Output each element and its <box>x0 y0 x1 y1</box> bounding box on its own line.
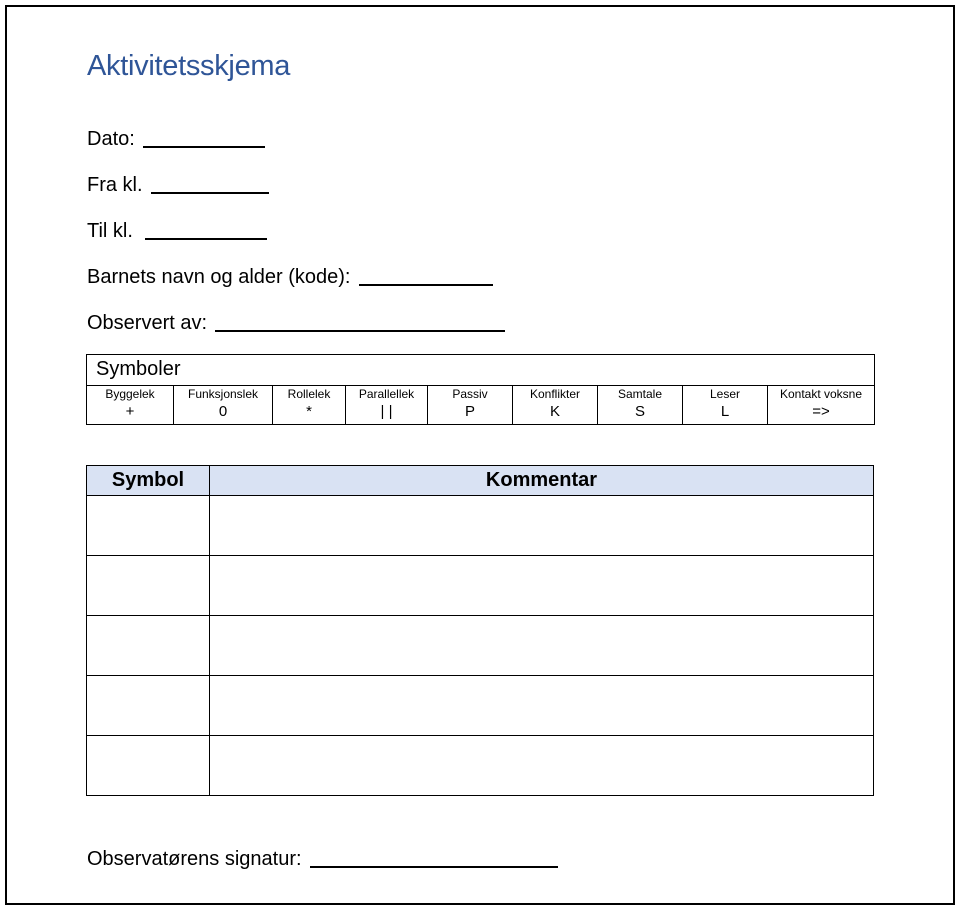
comment-cell[interactable] <box>210 676 874 736</box>
symbols-header: Symboler <box>87 355 875 386</box>
symbol-cell-passiv: Passiv P <box>428 386 513 425</box>
symbol-cell[interactable] <box>87 736 210 796</box>
page-title: Aktivitetsskjema <box>87 50 291 82</box>
comment-cell[interactable] <box>210 556 874 616</box>
symbol-cell-rollelek: Rollelek * <box>273 386 346 425</box>
comment-cell[interactable] <box>210 736 874 796</box>
symbol-cell-byggelek: Byggelek + <box>87 386 174 425</box>
symbol-cell-funksjonslek: Funksjonslek 0 <box>174 386 273 425</box>
signature-input-line[interactable] <box>310 865 558 868</box>
comment-cell[interactable] <box>210 496 874 556</box>
signature-field <box>87 848 558 871</box>
comment-cell[interactable] <box>210 616 874 676</box>
to-time-field <box>87 220 267 243</box>
observation-log-table <box>86 465 874 796</box>
column-header-kommentar: Kommentar <box>210 466 874 496</box>
from-time-input-line[interactable] <box>151 191 269 194</box>
date-input-line[interactable] <box>143 145 265 148</box>
table-row <box>87 736 874 796</box>
date-field <box>87 128 265 151</box>
symbol-cell-samtale: Samtale S <box>598 386 683 425</box>
symbol-cell[interactable] <box>87 676 210 736</box>
from-time-field <box>87 174 269 197</box>
symbol-cell-kontakt-voksne: Kontakt voksne => <box>768 386 875 425</box>
symbol-cell-leser: Leser L <box>683 386 768 425</box>
to-time-label: Til kl. <box>87 220 133 242</box>
to-time-input-line[interactable] <box>145 237 267 240</box>
symbol-cell[interactable] <box>87 496 210 556</box>
observed-by-label: Observert av: <box>87 312 208 334</box>
column-header-symbol: Symbol <box>87 466 210 496</box>
symbol-cell-konflikter: Konflikter K <box>513 386 598 425</box>
table-row <box>87 616 874 676</box>
symbol-cell-parallellek: Parallellek | | <box>346 386 428 425</box>
table-row <box>87 676 874 736</box>
observed-by-input-line[interactable] <box>215 329 505 332</box>
child-name-label: Barnets navn og alder (kode): <box>87 266 351 288</box>
symbol-cell[interactable] <box>87 616 210 676</box>
from-time-label: Fra kl. <box>87 174 143 196</box>
child-name-field <box>87 266 493 289</box>
symbol-cell[interactable] <box>87 556 210 616</box>
table-row <box>87 496 874 556</box>
signature-label: Observatørens signatur: <box>87 848 302 870</box>
child-name-input-line[interactable] <box>359 283 493 286</box>
table-row <box>87 556 874 616</box>
observed-by-field <box>87 312 505 335</box>
symbols-legend-table <box>86 354 875 425</box>
date-label: Dato: <box>87 128 135 150</box>
